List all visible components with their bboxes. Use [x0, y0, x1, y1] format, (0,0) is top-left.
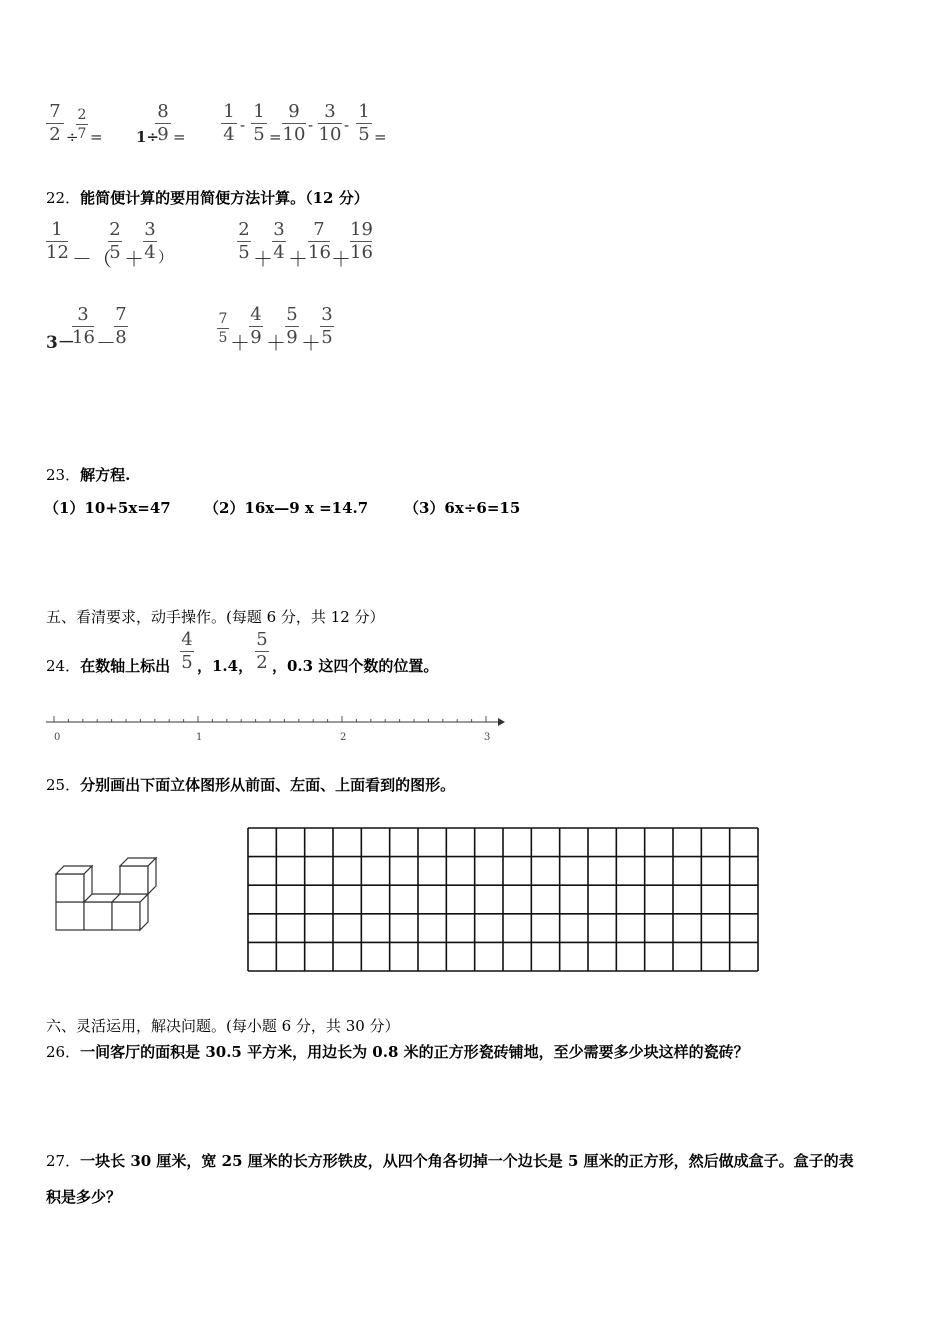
- tick-label: 1: [196, 732, 203, 743]
- fraction: 3 5: [321, 304, 333, 348]
- question-24-post: ，0.3 这四个数的位置。: [272, 657, 439, 675]
- question-24-mid: ，1.4，: [197, 657, 254, 675]
- tick-label: 3: [484, 732, 491, 743]
- fraction: 4 9: [250, 304, 262, 348]
- question-25: 25．分别画出下面立体图形从前面、左面、上面看到的图形。: [46, 776, 456, 794]
- plus-sign: ＋: [266, 331, 286, 355]
- fraction: 7 16: [308, 219, 331, 263]
- section-5-heading: 五、看清要求，动手操作。(每题 6 分，共 12 分）: [46, 608, 385, 626]
- fraction: 3 10: [318, 101, 342, 145]
- tick-label: 0: [54, 732, 61, 743]
- question-23: 23．解方程.: [46, 466, 131, 484]
- minus-sign: -: [308, 116, 314, 134]
- fraction: 7 5: [218, 311, 228, 346]
- fraction: 3 4: [144, 219, 156, 263]
- question-26: 26．一间客厅的面积是 30.5 平方米，用边长为 0.8 米的正方形瓷砖铺地，至少需要多少块这样的瓷砖？: [46, 1043, 749, 1061]
- fraction: 19 16: [350, 219, 373, 263]
- plus-sign: ＋: [301, 331, 321, 355]
- plus-sign: ＋: [288, 247, 308, 271]
- equals-sign: =: [173, 128, 186, 146]
- minus-sign: －: [96, 331, 116, 355]
- question-24-number: 24．在数轴上标出: [46, 657, 171, 675]
- close-paren: ）: [158, 248, 174, 266]
- fraction: 1 12: [46, 219, 69, 263]
- minus-sign: -: [344, 116, 350, 134]
- question-27-continued: 积是多少？: [46, 1188, 122, 1206]
- number-line: [40, 710, 510, 750]
- fraction: 2 5: [109, 219, 121, 263]
- drawing-grid[interactable]: [246, 826, 760, 974]
- cube-figure: [50, 852, 165, 937]
- fraction: 5 2: [256, 629, 268, 673]
- fraction: 5 9: [286, 304, 298, 348]
- tick-label: 2: [340, 732, 347, 743]
- fraction: 7 2: [46, 103, 64, 144]
- fraction: 1 4: [221, 103, 237, 144]
- equals-sign: =: [374, 128, 387, 146]
- fraction: 8 9: [155, 103, 171, 144]
- plus-sign: ＋: [331, 247, 351, 271]
- fraction: 1 5: [356, 103, 372, 144]
- equation-1: （1）10+5x=47: [44, 499, 171, 517]
- fraction: 3 16: [72, 304, 95, 348]
- minus-sign: -: [240, 116, 246, 134]
- fraction: 3 4: [273, 219, 285, 263]
- number-line-ticks: [54, 716, 490, 743]
- equals-sign: =: [269, 128, 282, 146]
- section-6-heading: 六、灵活运用，解决问题。(每小题 6 分，共 30 分）: [46, 1017, 400, 1035]
- fraction: 7 8: [115, 304, 127, 348]
- fraction: 4 5: [181, 629, 193, 673]
- fraction: 2 7: [77, 107, 87, 142]
- axis-arrow: [498, 718, 505, 726]
- fraction: 9 10: [282, 101, 306, 145]
- question-27: 27．一块长 30 厘米，宽 25 厘米的长方形铁皮，从四个角各切掉一个边长是 5 厘米的正方形，然后做成盒子。盒子的表: [46, 1152, 854, 1170]
- fraction: 2 5: [238, 219, 250, 263]
- plus-sign: ＋: [253, 247, 273, 271]
- divide-sign: ÷: [66, 128, 79, 146]
- expression-lead: 3－: [46, 333, 75, 353]
- fraction: 1 5: [251, 103, 267, 144]
- equals-sign: =: [90, 128, 103, 146]
- minus-paren: －（: [72, 247, 112, 271]
- question-22: 22．能简便计算的要用简便方法计算。（12 分）: [46, 189, 369, 207]
- plus-sign: ＋: [124, 247, 144, 271]
- plus-sign: ＋: [230, 331, 250, 355]
- equation-2: （2）16x—9 x =14.7: [204, 499, 369, 517]
- expression-lead: 1÷: [136, 128, 160, 146]
- equation-3: （3）6x÷6=15: [404, 499, 521, 517]
